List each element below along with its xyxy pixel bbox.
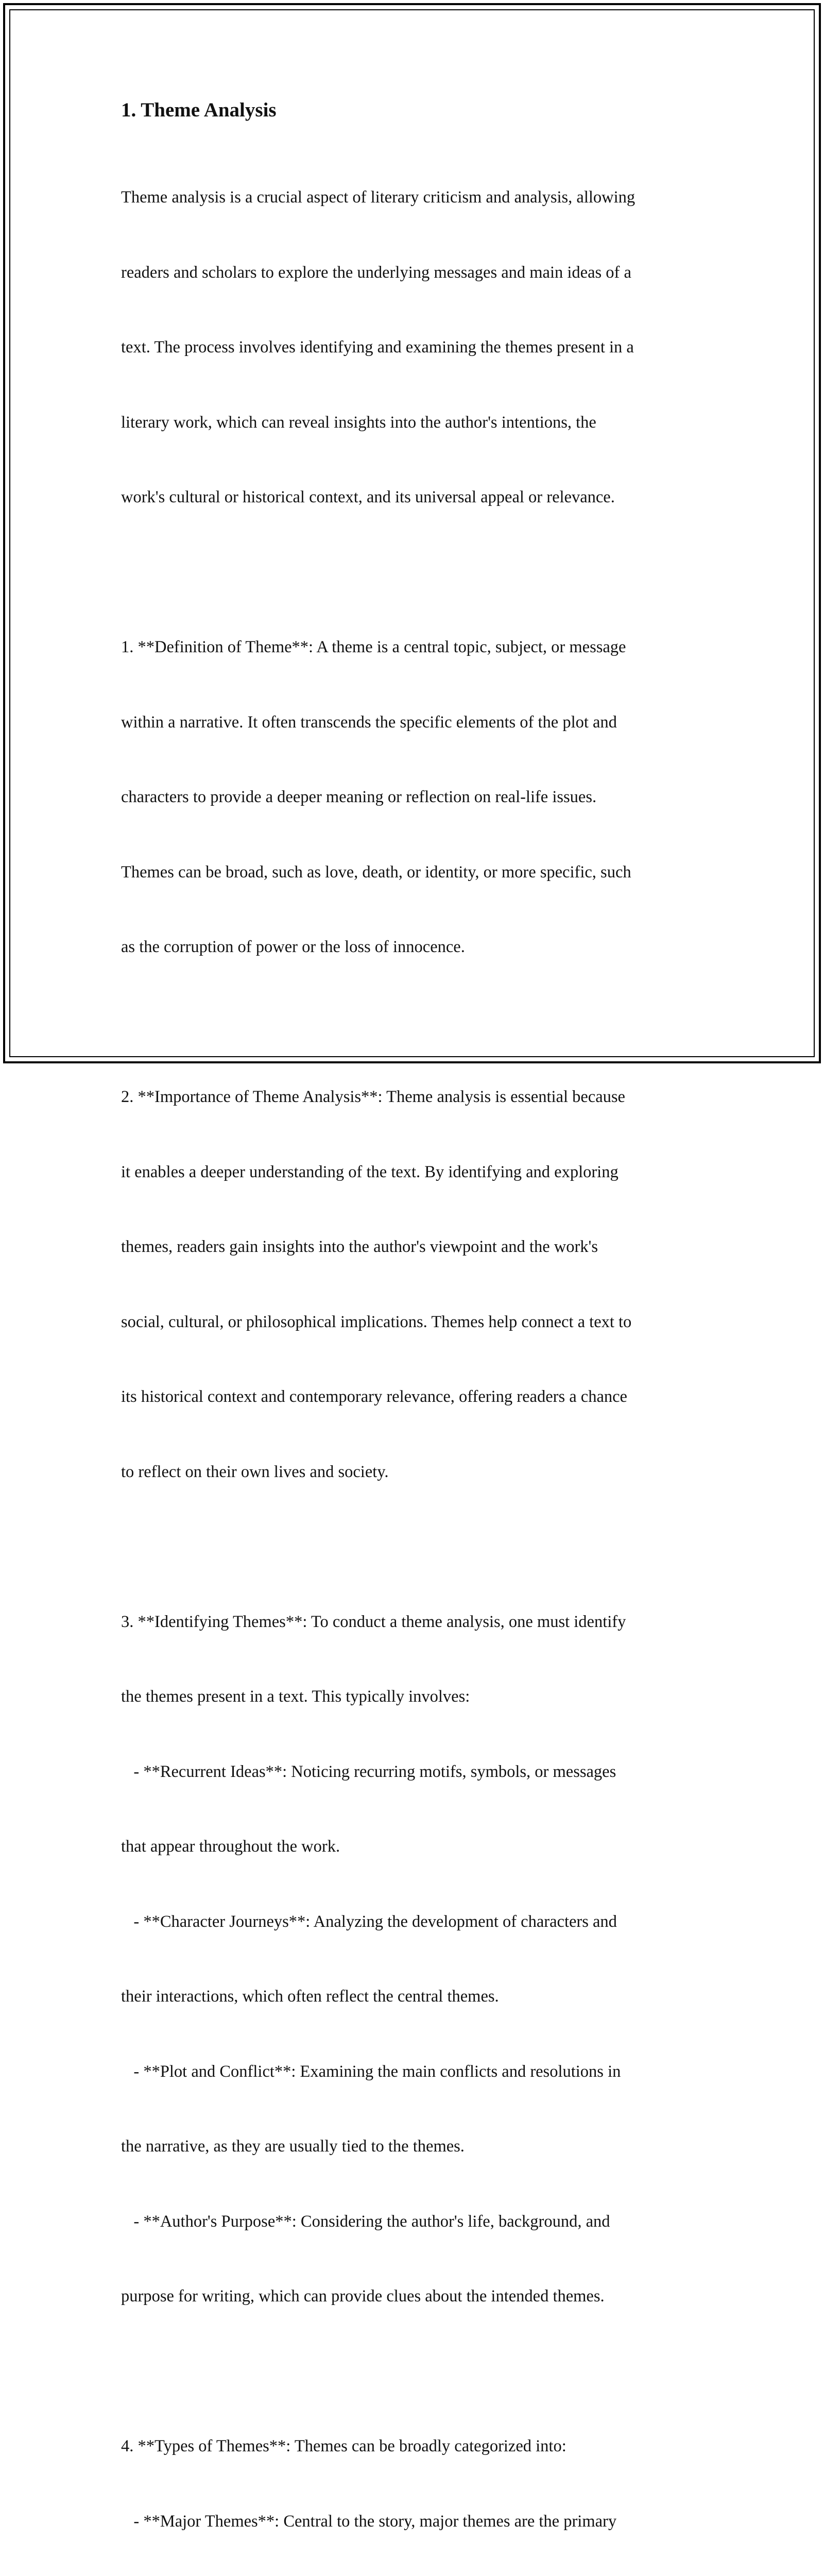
text-line: the themes present in a text. This typically involves: bbox=[121, 1687, 470, 1706]
text-line: within a narrative. It often transcends the specific elements of the plot and bbox=[121, 713, 617, 732]
paragraph-identifying-themes bbox=[121, 1560, 708, 2359]
paragraph-intro bbox=[121, 135, 708, 560]
text-line: themes, readers gain insights into the author's viewpoint and the work's bbox=[121, 1238, 598, 1256]
paragraph-importance-of-theme-analysis bbox=[121, 1035, 708, 1534]
text-line: that appear throughout the work. bbox=[121, 1837, 340, 1856]
text-line: literary work, which can reveal insights into the author's intentions, the bbox=[121, 413, 596, 432]
document-body bbox=[121, 97, 708, 2576]
text-line: readers and scholars to explore the underlying messages and main ideas of a bbox=[121, 263, 631, 282]
text-line: purpose for writing, which can provide clues about the intended themes. bbox=[121, 2287, 605, 2306]
text-line: characters to provide a deeper meaning or reflection on real-life issues. bbox=[121, 788, 597, 806]
text-line: social, cultural, or philosophical implications. Themes help connect a text to bbox=[121, 1312, 632, 1331]
text-line: work's cultural or historical context, and its universal appeal or relevance. bbox=[121, 488, 615, 506]
list-item: - **Recurrent Ideas**: Noticing recurring motifs, symbols, or messages bbox=[121, 1762, 616, 1781]
paragraph-types-of-themes bbox=[121, 2384, 708, 2576]
text-line: 3. **Identifying Themes**: To conduct a theme analysis, one must identify bbox=[121, 1612, 626, 1631]
text-line: it enables a deeper understanding of the text. By identifying and exploring bbox=[121, 1162, 619, 1181]
text-line: Themes can be broad, such as love, death, or identity, or more specific, such bbox=[121, 862, 631, 882]
text-line: its historical context and contemporary relevance, offering readers a chance bbox=[121, 1387, 627, 1406]
text-line: the narrative, as they are usually tied to the themes. bbox=[121, 2137, 465, 2156]
text-line: text. The process involves identifying and examining the themes present in a bbox=[121, 338, 634, 357]
text-line: as the corruption of power or the loss of innocence. bbox=[121, 938, 465, 956]
list-item: - **Major Themes**: Central to the story, major themes are the primary bbox=[121, 2512, 617, 2531]
text-line: 4. **Types of Themes**: Themes can be broadly categorized into: bbox=[121, 2437, 566, 2455]
text-line: 2. **Importance of Theme Analysis**: Theme analysis is essential because bbox=[121, 1088, 625, 1106]
text-line: their interactions, which often reflect the central themes. bbox=[121, 1987, 499, 2006]
section-heading: 1. Theme Analysis bbox=[121, 99, 277, 121]
paragraph-definition-of-theme bbox=[121, 585, 708, 1010]
text-line: to reflect on their own lives and society. bbox=[121, 1462, 389, 1481]
list-item: - **Character Journeys**: Analyzing the development of characters and bbox=[121, 1912, 617, 1931]
list-item: - **Plot and Conflict**: Examining the main conflicts and resolutions in bbox=[121, 2062, 621, 2081]
text-line: Theme analysis is a crucial aspect of literary criticism and analysis, allowing bbox=[121, 188, 636, 207]
list-item: - **Author's Purpose**: Considering the author's life, background, and bbox=[121, 2212, 610, 2231]
text-line: 1. **Definition of Theme**: A theme is a central topic, subject, or message bbox=[121, 638, 626, 656]
